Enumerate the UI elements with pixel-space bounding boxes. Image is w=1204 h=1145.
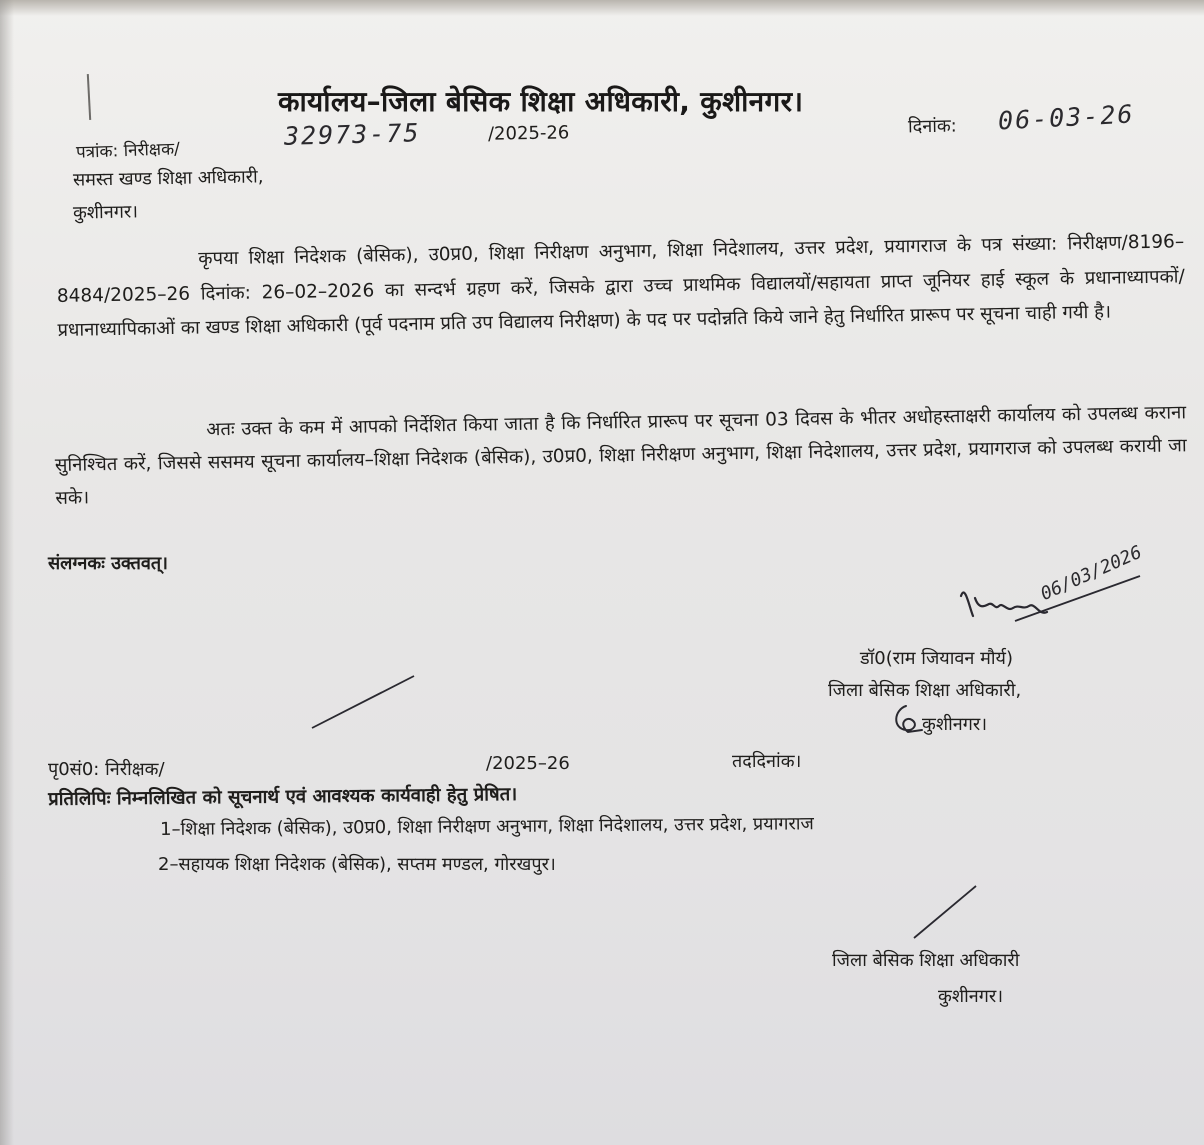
officer-name: डॉ0(राम जियावन मौर्य): [860, 648, 1014, 669]
officer-place: कुशीनगर।: [922, 714, 988, 735]
copy-recipient-1: 1–शिक्षा निदेशक (बेसिक), उ0प्र0, शिक्षा निरीक्षण अनुभाग, शिक्षा निदेशालय, उत्तर प्रदेश, प्रयागराज: [160, 813, 814, 840]
body-paragraph-1: कृपया शिक्षा निदेशक (बेसिक), उ0प्र0, शिक्षा निरीक्षण अनुभाग, शिक्षा निदेशालय, उत्तर प्रदेश, प्रयागराज के पत्र संख्या: निरीक्षण/8196–8484/2025–26 दिनांक: 26–02–2026 का सन्दर्भ ग्रहण करें, जिसके द्वारा उच्च प्राथमिक विद्यालयों/सहायता प्राप्त जूनियर हाई स्कूल के प्रधानाध्यापकों/प्रधानाध्यापिकाओं का खण्ड शिक्षा अधिकारी (पूर्व पदनाम प्रति उप विद्यालय निरीक्षण) के पद पर पदोन्नति किये जाने हेतु निर्धारित प्रारूप पर सूचना चाही गयी है।: [56, 231, 1185, 341]
ref-year: /2025-26: [487, 122, 570, 145]
pen-stroke-mark-footer: [912, 882, 982, 946]
pen-stroke-mark: [310, 672, 420, 736]
date-label: दिनांक:: [907, 115, 957, 138]
ref-prefix: पत्रांक: निरीक्षक/: [75, 139, 181, 163]
copy-same-date: तददिनांक।: [732, 751, 802, 772]
signature-handwritten-date: 06/03/2026: [1037, 541, 1146, 605]
addressee-line-2: कुशीनगर।: [72, 201, 139, 224]
copy-ref-year: /2025–26: [486, 753, 570, 774]
footer-designation: जिला बेसिक शिक्षा अधिकारी: [832, 950, 1020, 971]
copy-recipient-2: 2–सहायक शिक्षा निदेशक (बेसिक), सप्तम मण्डल, गोरखपुर।: [158, 854, 556, 875]
officer-designation: जिला बेसिक शिक्षा अधिकारी,: [828, 680, 1022, 701]
initials-mark: [888, 700, 928, 744]
body-paragraph-2: अतः उक्त के कम में आपको निर्देशित किया जाता है कि निर्धारित प्रारूप पर सूचना 03 दिवस के भीतर अधोहस्ताक्षरी कार्यालय को उपलब्ध कराना सुनिश्चित करें, जिससे ससमय सूचना कार्यालय–शिक्षा निदेशक (बेसिक), उ0प्र0, शिक्षा निरीक्षण अनुभाग, शिक्षा निदेशालय, उत्तर प्रदेश, प्रयागराज को उपलब्ध करायी जा सके।: [54, 402, 1187, 509]
date-handwritten: 06-03-26: [997, 99, 1136, 136]
ref-number-handwritten: 32973-75: [283, 118, 421, 151]
enclosure-line: संलग्नकः उक्तवत्।: [48, 553, 169, 574]
copy-heading: प्रतिलिपिः निम्नलिखित को सूचनार्थ एवं आवश्यक कार्यवाही हेतु प्रेषित।: [48, 784, 518, 810]
page-left-shadow: [0, 0, 14, 1145]
addressee-line-1: समस्त खण्ड शिक्षा अधिकारी,: [72, 166, 264, 191]
office-title: कार्यालय–जिला बेसिक शिक्षा अधिकारी, कुशीनगर।: [278, 85, 804, 118]
page-edge-shadow: [0, 0, 1204, 16]
footer-place: कुशीनगर।: [938, 986, 1004, 1007]
copy-ref-prefix: पृ0सं0: निरीक्षक/: [48, 759, 165, 780]
